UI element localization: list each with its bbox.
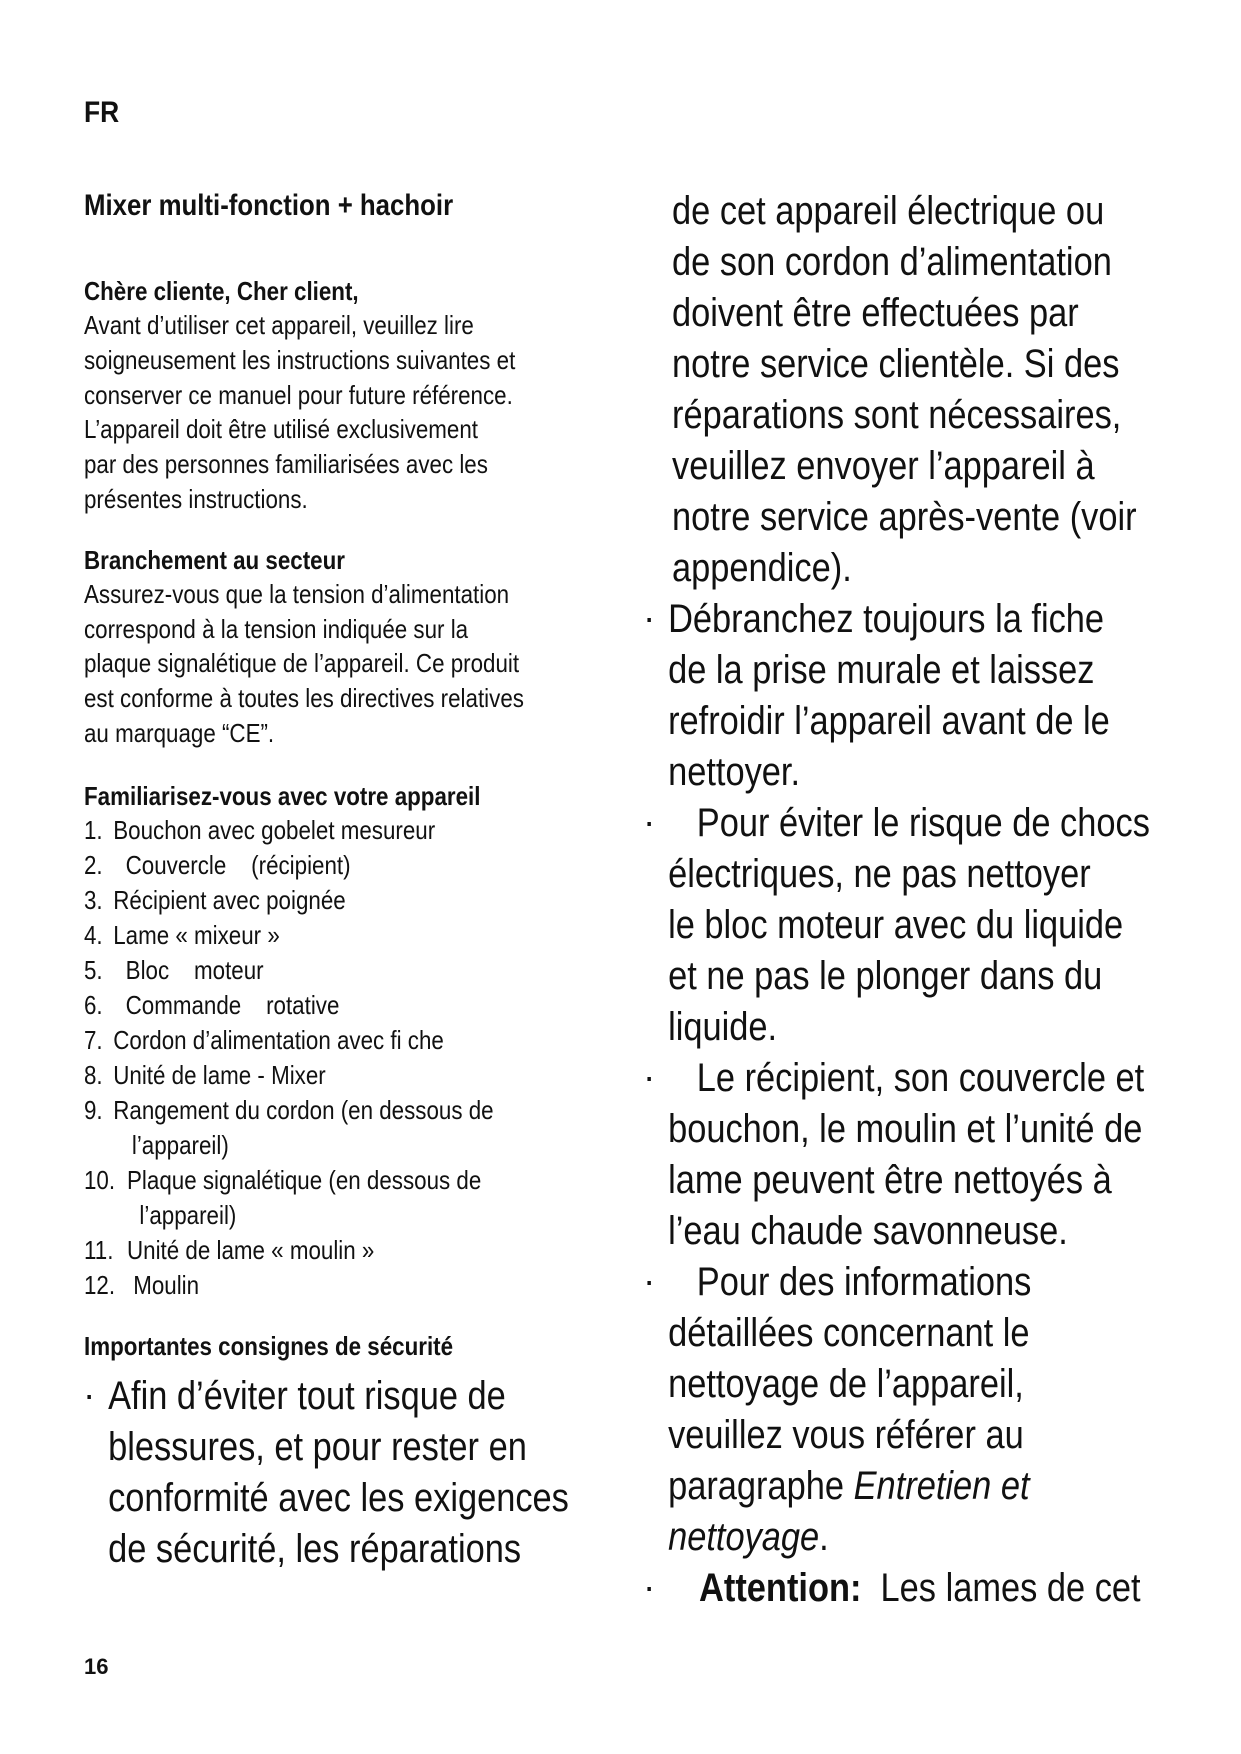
section-reference: Entretien et: [853, 1464, 1030, 1508]
page-number: 16: [84, 1654, 109, 1679]
list-item: 5. Bloc moteur: [84, 954, 264, 985]
greeting-paragraph: Avant d’utiliser cet appareil, veuillez lire soigneusement les instructions suivantes et conserver ce manuel pour future référence. L’appareil doit être utilisé exclusivement par des personnes familiarisées avec les présentes instructions.: [84, 310, 516, 514]
familiarisez-heading: Familiarisez-vous avec votre appareil: [84, 780, 481, 811]
branchement-paragraph: Assurez-vous que la tension d’alimentation correspond à la tension indiquée sur la plaque signalétique de l’appareil. Ce produit est conforme à toutes les directives relatives au marquage “CE”.: [84, 578, 524, 748]
bullet-dot: [644, 1053, 668, 1257]
language-code: FR: [84, 96, 120, 129]
bullet-dot: [644, 1563, 668, 1614]
securite-heading: Importantes consignes de sécurité: [84, 1330, 454, 1361]
list-item: 11. Unité de lame « moulin »: [84, 1234, 375, 1265]
product-title: Mixer multi-fonction + hachoir: [84, 189, 454, 222]
list-item: 2. Couvercle (récipient): [84, 849, 351, 880]
list-item: 6. Commande rotative: [84, 989, 340, 1020]
bullet-recipient: Le récipient, son couvercle et bouchon, le moulin et l’unité de lame peuvent être nettoyés à l’eau chaude savonneuse.: [644, 1053, 1131, 1257]
bullet-dot: [644, 798, 668, 1053]
bullet-dot: [84, 1371, 108, 1575]
list-item: 10. Plaque signalétique (en dessous de l’appareil): [84, 1164, 482, 1230]
bullet-attention: Attention: Les lames de cet: [644, 1563, 1131, 1614]
left-column: [84, 188, 644, 1575]
parts-list: [84, 813, 566, 1303]
continuation-paragraph: de cet appareil électrique ou de son cordon d’alimentation doivent être effectuées par notre service clientèle. Si des réparations sont nécessaires, veuillez envoyer l’appareil à notre service après-vente (voir appendice).: [672, 189, 1137, 590]
greeting-heading: Chère cliente, Cher client,: [84, 276, 359, 306]
list-item: 1. Bouchon avec gobelet mesureur: [84, 814, 436, 845]
list-item: 3. Récipient avec poignée: [84, 884, 346, 915]
right-column: [650, 186, 1210, 1614]
attention-label: Attention:: [699, 1566, 862, 1610]
list-item: 7. Cordon d’alimentation avec fi che: [84, 1024, 444, 1055]
branchement-heading: Branchement au secteur: [84, 544, 345, 575]
securite-bullet: Afin d’éviter tout risque de blessures, et pour rester en conformité avec les exigences de sécurité, les réparations: [84, 1371, 566, 1575]
list-item: 4. Lame « mixeur »: [84, 919, 280, 950]
bullet-informations: Pour des informations détaillées concernant le nettoyage de l’appareil, veuillez vous référer au paragraphe Entretien et nettoyage.: [644, 1257, 1131, 1563]
list-item: 9. Rangement du cordon (en dessous de l’appareil): [84, 1094, 494, 1160]
bullet-dot: [644, 594, 668, 798]
bullet-dot: [644, 1257, 668, 1563]
bullet-chocs: Pour éviter le risque de chocs électriques, ne pas nettoyer le bloc moteur avec du liquide et ne pas le plonger dans du liquide.: [644, 798, 1131, 1053]
list-item: 8. Unité de lame - Mixer: [84, 1059, 326, 1090]
bullet-debranchez: Débranchez toujours la fiche de la prise murale et laissez refroidir l’appareil avant de le nettoyer.: [644, 594, 1131, 798]
list-item: 12. Moulin: [84, 1269, 200, 1300]
